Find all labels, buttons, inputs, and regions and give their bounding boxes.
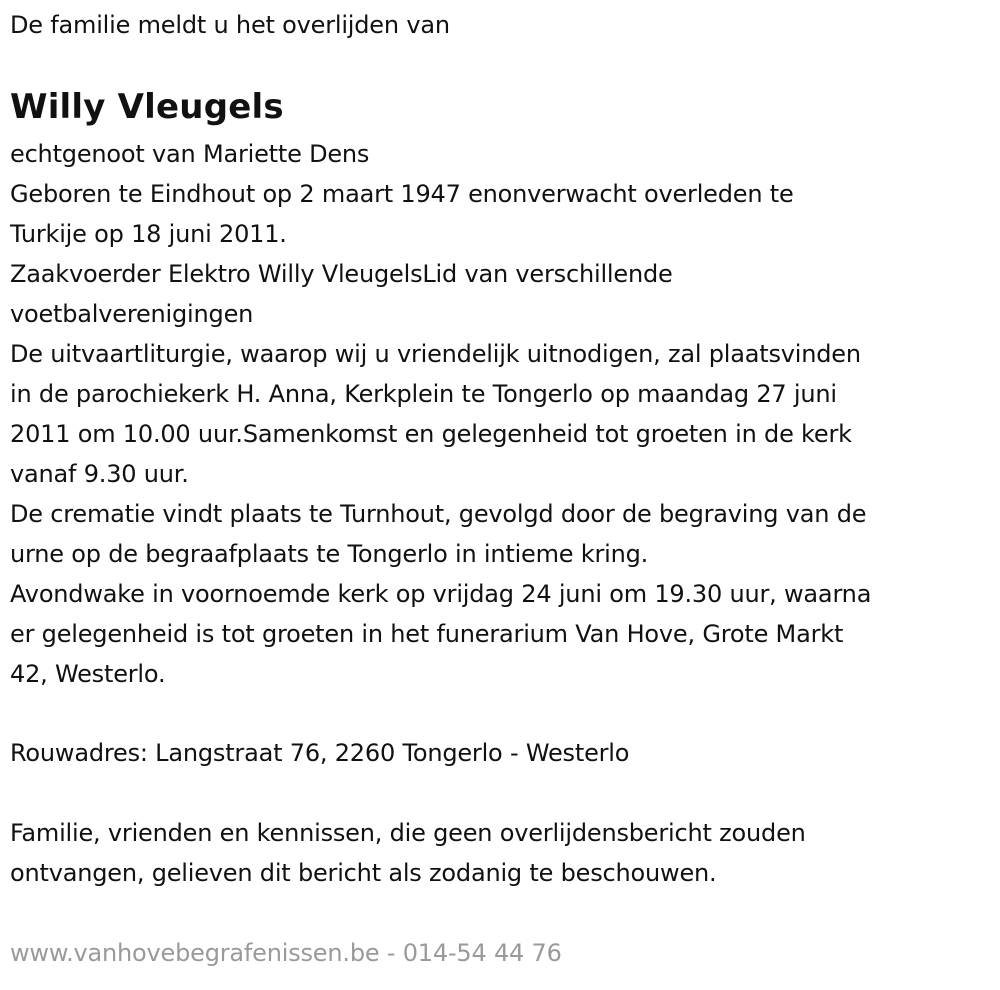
body-line: voetbalverenigingen xyxy=(10,300,254,328)
body-line: 2011 om 10.00 uur.Samenkomst en gelegenheid tot groeten in de kerk xyxy=(10,420,852,448)
body-line: De crematie vindt plaats te Turnhout, gevolgd door de begraving van de xyxy=(10,500,867,528)
body-line: er gelegenheid is tot groeten in het funerarium Van Hove, Grote Markt xyxy=(10,620,844,648)
closing-paragraph xyxy=(10,813,806,893)
body-line: echtgenoot van Mariette Dens xyxy=(10,140,370,168)
obituary-body xyxy=(10,134,871,694)
deceased-name: Willy Vleugels xyxy=(10,87,284,127)
body-line: De uitvaartliturgie, waarop wij u vriendelijk uitnodigen, zal plaatsvinden xyxy=(10,340,861,368)
footer-website-phone: www.vanhovebegrafenissen.be - 014-54 44 76 xyxy=(10,939,562,967)
body-line: 42, Westerlo. xyxy=(10,660,166,688)
intro-text: De familie meldt u het overlijden van xyxy=(10,11,450,39)
body-line: urne op de begraafplaats te Tongerlo in intieme kring. xyxy=(10,540,649,568)
body-line: Geboren te Eindhout op 2 maart 1947 enonverwacht overleden te xyxy=(10,180,794,208)
body-line: vanaf 9.30 uur. xyxy=(10,460,189,488)
body-line: in de parochiekerk H. Anna, Kerkplein te Tongerlo op maandag 27 juni xyxy=(10,380,837,408)
body-line: Avondwake in voornoemde kerk op vrijdag 24 juni om 19.30 uur, waarna xyxy=(10,580,872,608)
closing-line: ontvangen, gelieven dit bericht als zodanig te beschouwen. xyxy=(10,859,717,887)
body-line: Turkije op 18 juni 2011. xyxy=(10,220,287,248)
body-line: Zaakvoerder Elektro Willy VleugelsLid van verschillende xyxy=(10,260,673,288)
mourning-address: Rouwadres: Langstraat 76, 2260 Tongerlo - Westerlo xyxy=(10,739,630,767)
closing-line: Familie, vrienden en kennissen, die geen overlijdensbericht zouden xyxy=(10,819,806,847)
